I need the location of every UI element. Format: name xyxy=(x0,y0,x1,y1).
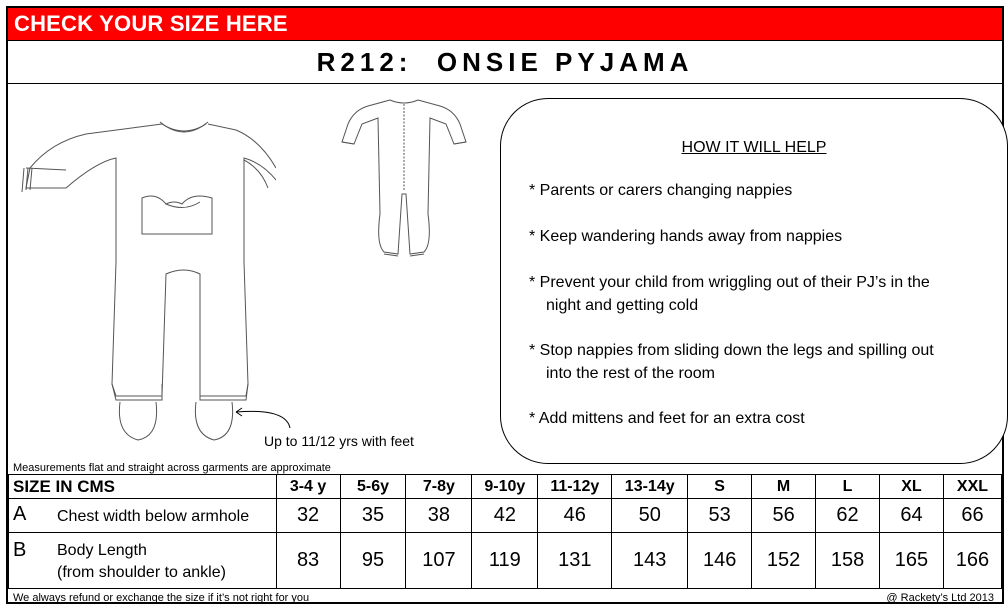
size-header-cell: 7-8y xyxy=(406,475,472,499)
help-item xyxy=(529,225,842,248)
table-cell: 166 xyxy=(943,533,1001,589)
table-cell: 32 xyxy=(276,499,340,533)
feet-pointer-arrow xyxy=(228,404,298,434)
table-cell: 165 xyxy=(879,533,943,589)
size-header-cell: 9-10y xyxy=(472,475,538,499)
measurement-note: Measurements flat and straight across garments are approximate xyxy=(13,462,331,474)
help-item-text: * Add mittens and feet for an extra cost xyxy=(529,410,805,427)
help-item xyxy=(529,271,930,317)
table-cell: 42 xyxy=(472,499,538,533)
help-item xyxy=(529,179,792,202)
table-cell: 152 xyxy=(752,533,816,589)
table-cell: 53 xyxy=(688,499,752,533)
table-cell: 158 xyxy=(816,533,880,589)
illustration-area xyxy=(8,84,1002,460)
table-cell: 95 xyxy=(340,533,406,589)
row-letter: B xyxy=(13,539,27,561)
onesie-back-drawing xyxy=(338,94,468,274)
table-cell: 131 xyxy=(538,533,612,589)
help-item-text-continued: night and getting cold xyxy=(546,297,699,314)
table-cell: 107 xyxy=(406,533,472,589)
size-header-cell: XL xyxy=(879,475,943,499)
onesie-front-drawing xyxy=(16,84,276,454)
row-label xyxy=(57,540,226,584)
table-cell: 83 xyxy=(276,533,340,589)
help-item-text: * Prevent your child from wriggling out of their PJ’s in the xyxy=(529,274,930,291)
table-cell: 143 xyxy=(612,533,688,589)
table-cell: 50 xyxy=(612,499,688,533)
product-title: R212: ONSIE PYJAMA xyxy=(316,46,694,77)
size-header-row xyxy=(9,475,1002,499)
row-label-cell xyxy=(9,499,277,533)
row-label: Chest width below armhole xyxy=(57,508,250,525)
help-item-text: * Stop nappies from sliding down the legs and spilling out xyxy=(529,342,934,359)
help-item xyxy=(529,339,934,385)
size-guide-frame xyxy=(6,6,1004,604)
size-header-cell: 3-4 y xyxy=(276,475,340,499)
banner-text: CHECK YOUR SIZE HERE xyxy=(14,11,288,36)
size-header-cell: XXL xyxy=(943,475,1001,499)
chest-width-row xyxy=(9,499,1002,533)
size-header-cell: 5-6y xyxy=(340,475,406,499)
product-title-row xyxy=(8,40,1002,84)
size-header-label: SIZE IN CMS xyxy=(9,475,277,499)
row-label-line: (from shoulder to ankle) xyxy=(57,564,226,581)
size-header-cell: M xyxy=(752,475,816,499)
table-cell: 38 xyxy=(406,499,472,533)
size-header-cell: L xyxy=(816,475,880,499)
help-item-text: * Parents or carers changing nappies xyxy=(529,182,793,199)
table-cell: 119 xyxy=(472,533,538,589)
table-cell: 64 xyxy=(879,499,943,533)
feet-caption: Up to 11/12 yrs with feet xyxy=(264,433,414,449)
size-header-cell: S xyxy=(688,475,752,499)
table-cell: 146 xyxy=(688,533,752,589)
copyright-note: @ Rackety’s Ltd 2013 xyxy=(886,592,994,604)
size-header-cell: 13-14y xyxy=(612,475,688,499)
size-table xyxy=(8,474,1002,589)
table-cell: 46 xyxy=(538,499,612,533)
table-cell: 56 xyxy=(752,499,816,533)
help-item-text-continued: into the rest of the room xyxy=(546,365,715,382)
table-cell: 66 xyxy=(943,499,1001,533)
help-item-text: * Keep wandering hands away from nappies xyxy=(529,228,843,245)
table-cell: 35 xyxy=(340,499,406,533)
size-header-cell: 11-12y xyxy=(538,475,612,499)
refund-note: We always refund or exchange the size if it’s not right for you xyxy=(13,592,310,604)
help-box xyxy=(500,98,1008,464)
row-letter: A xyxy=(13,503,27,525)
table-cell: 62 xyxy=(816,499,880,533)
row-label-cell xyxy=(9,533,277,589)
body-length-row xyxy=(9,533,1002,589)
row-label-line: Body Length xyxy=(57,542,147,559)
help-heading: HOW IT WILL HELP xyxy=(681,139,827,156)
help-item xyxy=(529,407,805,430)
check-size-banner xyxy=(8,8,1002,40)
